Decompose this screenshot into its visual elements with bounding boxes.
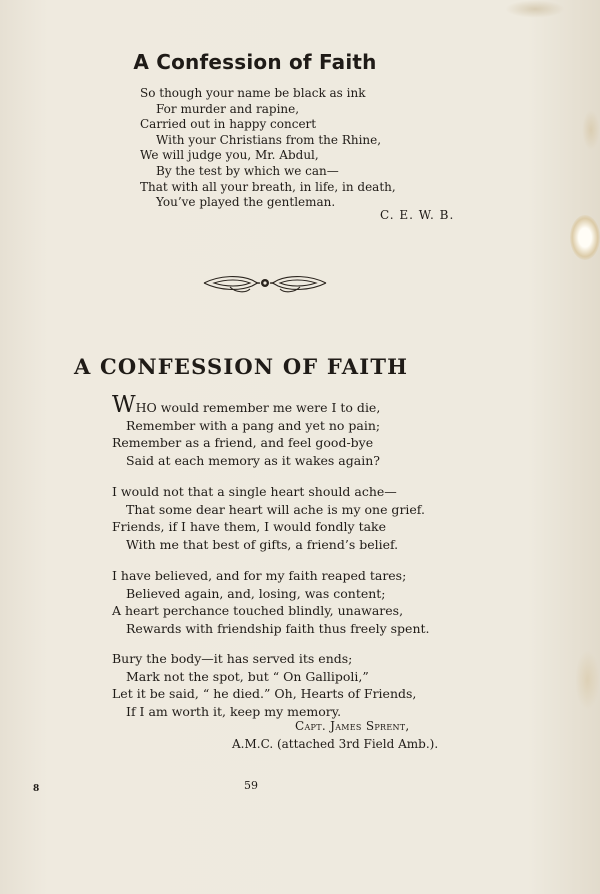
ornament-divider xyxy=(200,271,330,295)
stanza xyxy=(112,650,472,720)
poem-line: Rewards with friendship faith thus freely spent. xyxy=(126,620,430,636)
poem-line: I have believed, and for my faith reaped tares; xyxy=(112,568,407,583)
poem-line: With your Christians from the Rhine, xyxy=(156,132,382,147)
poem-line xyxy=(112,392,472,418)
poem-line: So though your name be black as ink xyxy=(140,86,366,100)
stanza xyxy=(112,392,472,469)
poem-two-signature-unit: A.M.C. (attached 3rd Field Amb.). xyxy=(232,737,439,751)
footer-mark: 8 xyxy=(33,784,40,794)
poem-line: Bury the body—it has served its ends; xyxy=(112,651,353,666)
poem-line: Remember as a friend, and feel good-bye xyxy=(112,435,374,451)
page-number: 59 xyxy=(244,779,258,792)
poem-line: If I am worth it, keep my memory. xyxy=(126,703,342,719)
poem-line: We will judge you, Mr. Abdul, xyxy=(140,148,319,163)
poem-two-signature-name: Capt. James Sprent, xyxy=(295,719,410,733)
poem-two-title: A CONFESSION OF FAITH xyxy=(74,354,409,379)
poem-line: That with all your breath, in life, in death, xyxy=(140,179,396,194)
paper-stain xyxy=(575,650,600,710)
poem-line: A heart perchance touched blindly, unawares, xyxy=(112,603,404,619)
poem-line: Remember with a pang and yet no pain; xyxy=(126,417,381,433)
poem-line: That some dear heart will ache is my one grief. xyxy=(126,501,425,517)
paper-stain xyxy=(505,0,565,18)
poem-one-title: A Confession of Faith xyxy=(133,50,377,74)
poem-line: Carried out in happy concert xyxy=(140,117,317,132)
poem-line: By the test by which we can— xyxy=(156,163,339,178)
poem-line: With me that best of gifts, a friend’s belief. xyxy=(126,536,399,552)
poem-line: Said at each memory as it wakes again? xyxy=(126,452,380,468)
poem-line: You’ve played the gentleman. xyxy=(156,195,336,210)
stanza xyxy=(112,483,472,553)
poem-one-body xyxy=(140,86,460,211)
drop-cap: W xyxy=(112,392,136,418)
poem-line: I would not that a single heart should ache— xyxy=(112,484,397,499)
stanza xyxy=(112,567,472,637)
poem-line: Let it be said, “ he died.” Oh, Hearts of Friends, xyxy=(112,686,417,702)
poem-line: Mark not the spot, but “ On Gallipoli,” xyxy=(126,668,369,684)
poem-one-signature: C. E. W. B. xyxy=(380,208,455,222)
poem-line: Believed again, and, losing, was content; xyxy=(126,585,386,601)
paper-stain xyxy=(570,215,600,260)
paper-stain xyxy=(582,110,600,150)
poem-line: Friends, if I have them, I would fondly take xyxy=(112,519,387,535)
poem-line-text: HO would remember me were I to die, xyxy=(135,400,381,415)
poem-line: For murder and rapine, xyxy=(156,101,300,116)
